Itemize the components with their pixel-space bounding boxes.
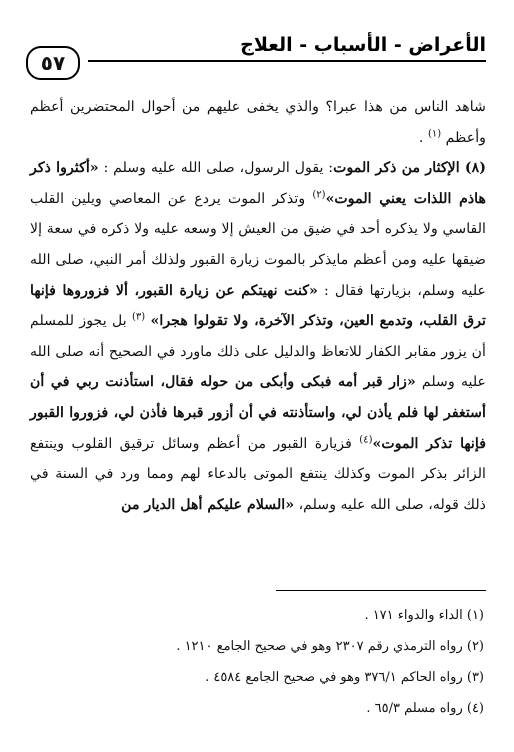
footnote-ref: (٤): [359, 433, 373, 445]
footnote-rule: [276, 590, 486, 591]
footnote-ref: (١): [427, 127, 442, 139]
hadith-quote: «أكثروا ذكر هاذم اللذات يعني الموت»: [30, 160, 486, 207]
text-run: .: [418, 129, 428, 146]
hadith-quote: «السلام عليكم أهل الديار من: [121, 496, 295, 513]
paragraph: [30, 92, 486, 153]
page-number: ٥٧: [26, 46, 80, 80]
footnote: (٤) رواه مسلم ٦٥/٣ .: [366, 701, 484, 716]
text-run: وتذكر الموت يردع عن المعاصي ويلين القلب القاسي ولا يذكره أحد في ضيق من العيش إلا وسعه عليه ولا ذكره في سعة إلا ضيقها عليه ومن أعظم مايذكر بالموت زيارة القبور ولذلك أمر النبي، صلى الله عليه وسلم، بزيارتها فقال :: [30, 190, 486, 299]
text-run: بل يجوز للمسلم أن يزور مقابر الكفار للاتعاظ والدليل على ذلك ماورد في الصحيح أنه صلى الله عليه وسلم: [30, 313, 486, 391]
page-header: [26, 34, 486, 75]
hadith-quote: «زار قبر أمه فبكى وأبكى من حوله فقال، استأذنت ربي في أن أستغفر لها فلم يأذن لي، واستأذنته في أن أزور قبرها فأذن لي، فزوروا القبور فإنها تذكر الموت»: [30, 374, 486, 452]
hadith-quote: «كنت نهيتكم عن زيارة القبور، ألا فزوروها فإنها ترق القلب، وتدمع العين، وتذكر الآخرة، ولا تقولوا هجرا»: [30, 282, 487, 330]
footnote: (٣) رواه الحاكم ٣٧٦/١ وهو في صحيح الجامع ٤٥٨٤ .: [205, 670, 484, 685]
footnotes: [30, 600, 484, 724]
footnote: (٢) رواه الترمذي رقم ٢٣٠٧ وهو في صحيح الجامع ١٢١٠ .: [176, 639, 484, 654]
text-run: شاهد الناس من هذا عبرا؟ والذي يخفى عليهم من أحوال المحتضرين أعظم وأعظم: [30, 99, 486, 146]
paragraph: [30, 153, 486, 520]
section-lead: (٨) الإكثار من ذكر الموت: [333, 160, 486, 177]
footnote-ref: (٣): [132, 311, 146, 323]
main-text: [30, 92, 486, 520]
text-run: فزيارة القبور من أعظم وسائل ترقيق القلوب وينتفع الزائر بذكر الموت وكذلك ينتفع الموتى بالدعاء لهم ومما ورد في السنة في ذلك قوله، صلى الله عليه وسلم،: [30, 435, 486, 513]
text-run: : يقول الرسول، صلى الله عليه وسلم :: [98, 160, 334, 177]
footnote-ref: (٢): [312, 189, 326, 201]
footnote: (١) الداء والدواء ١٧١ .: [364, 608, 484, 623]
running-title: الأعراض - الأسباب - العلاج: [240, 34, 486, 56]
header-rule: [88, 60, 486, 62]
